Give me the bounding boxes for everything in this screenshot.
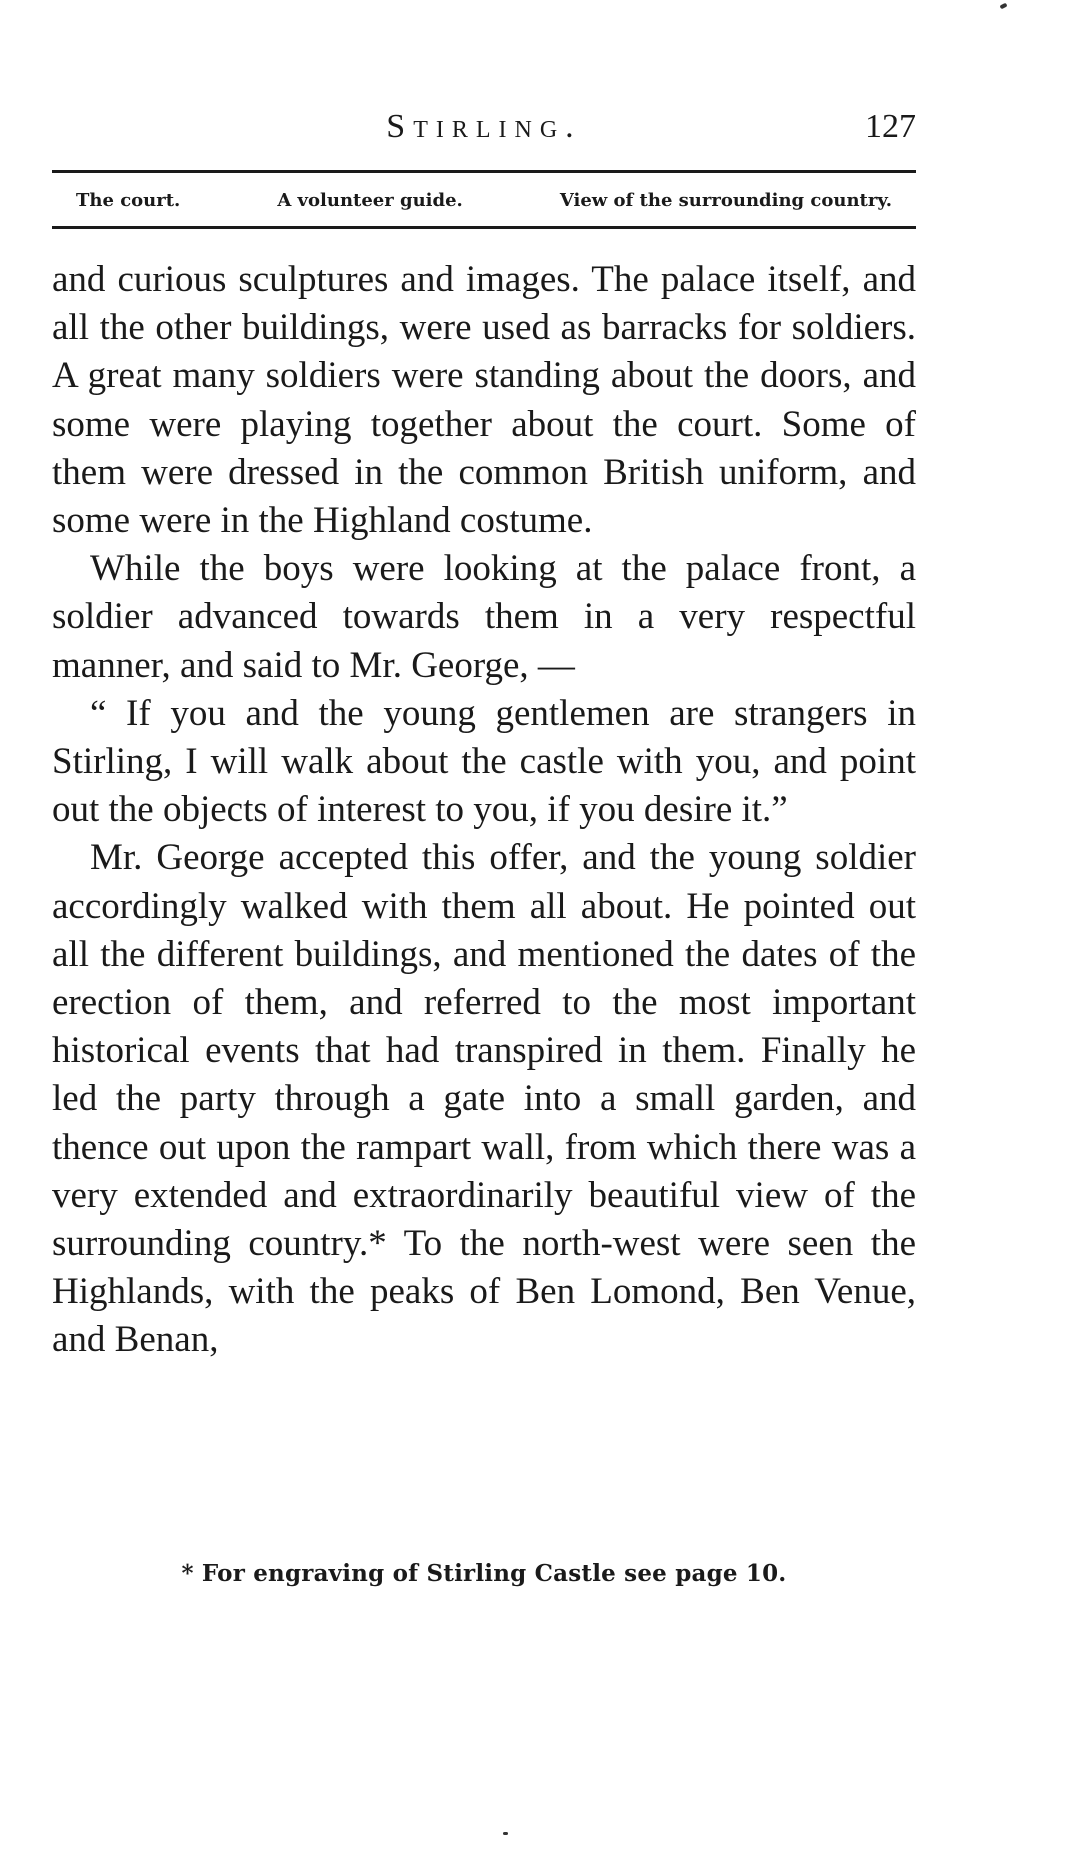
paragraph-3: “ If you and the young gentlemen are strangers in Stirling, I will walk about the castle with you, and point out the objects of interest to you, if you desire it.” [52,692,916,831]
page-number: 127 [865,108,916,145]
topic-1: The court. [76,189,181,211]
body-text [52,256,916,1365]
paragraph-4: Mr. George accepted this offer, and the young soldier accordingly walked with them all about. He pointed out all the different buildings, and mentioned the dates of the erection of them, and referred to the most important historical events that had transpired in them. Finally he led the party through a gate into a small garden, and thence out upon the rampart wall, from which there was a very extended and extraordinarily beautiful view of the surrounding country.* To the north-west were seen the Highlands, with the peaks of Ben Lomond, Ben Venue, and Benan, [52,837,916,1361]
running-title: Stirling. [386,108,582,145]
topic-2: A volunteer guide. [277,189,463,211]
paragraph-2: While the boys were looking at the palace front, a soldier advanced towards them in a very respectful manner, and said to Mr. George, — [52,548,916,686]
ink-speck-top-right [999,3,1007,10]
footnote: * For engraving of Stirling Castle see page 10. [181,1560,787,1587]
topic-summary-line [52,180,916,220]
running-head [52,102,916,152]
topic-3: View of the surrounding country. [559,189,892,211]
header-rule-bottom [52,226,916,229]
paragraph-1: and curious sculptures and images. The palace itself, and all the other buildings, were used as barracks for soldiers. A great many soldiers were standing about the doors, and some were playing together about the court. Some of them were dressed in the common British uniform, and some were in the Highland costume. [52,259,916,542]
header-rule-top [52,170,916,173]
ink-speck-bottom [503,1832,508,1835]
